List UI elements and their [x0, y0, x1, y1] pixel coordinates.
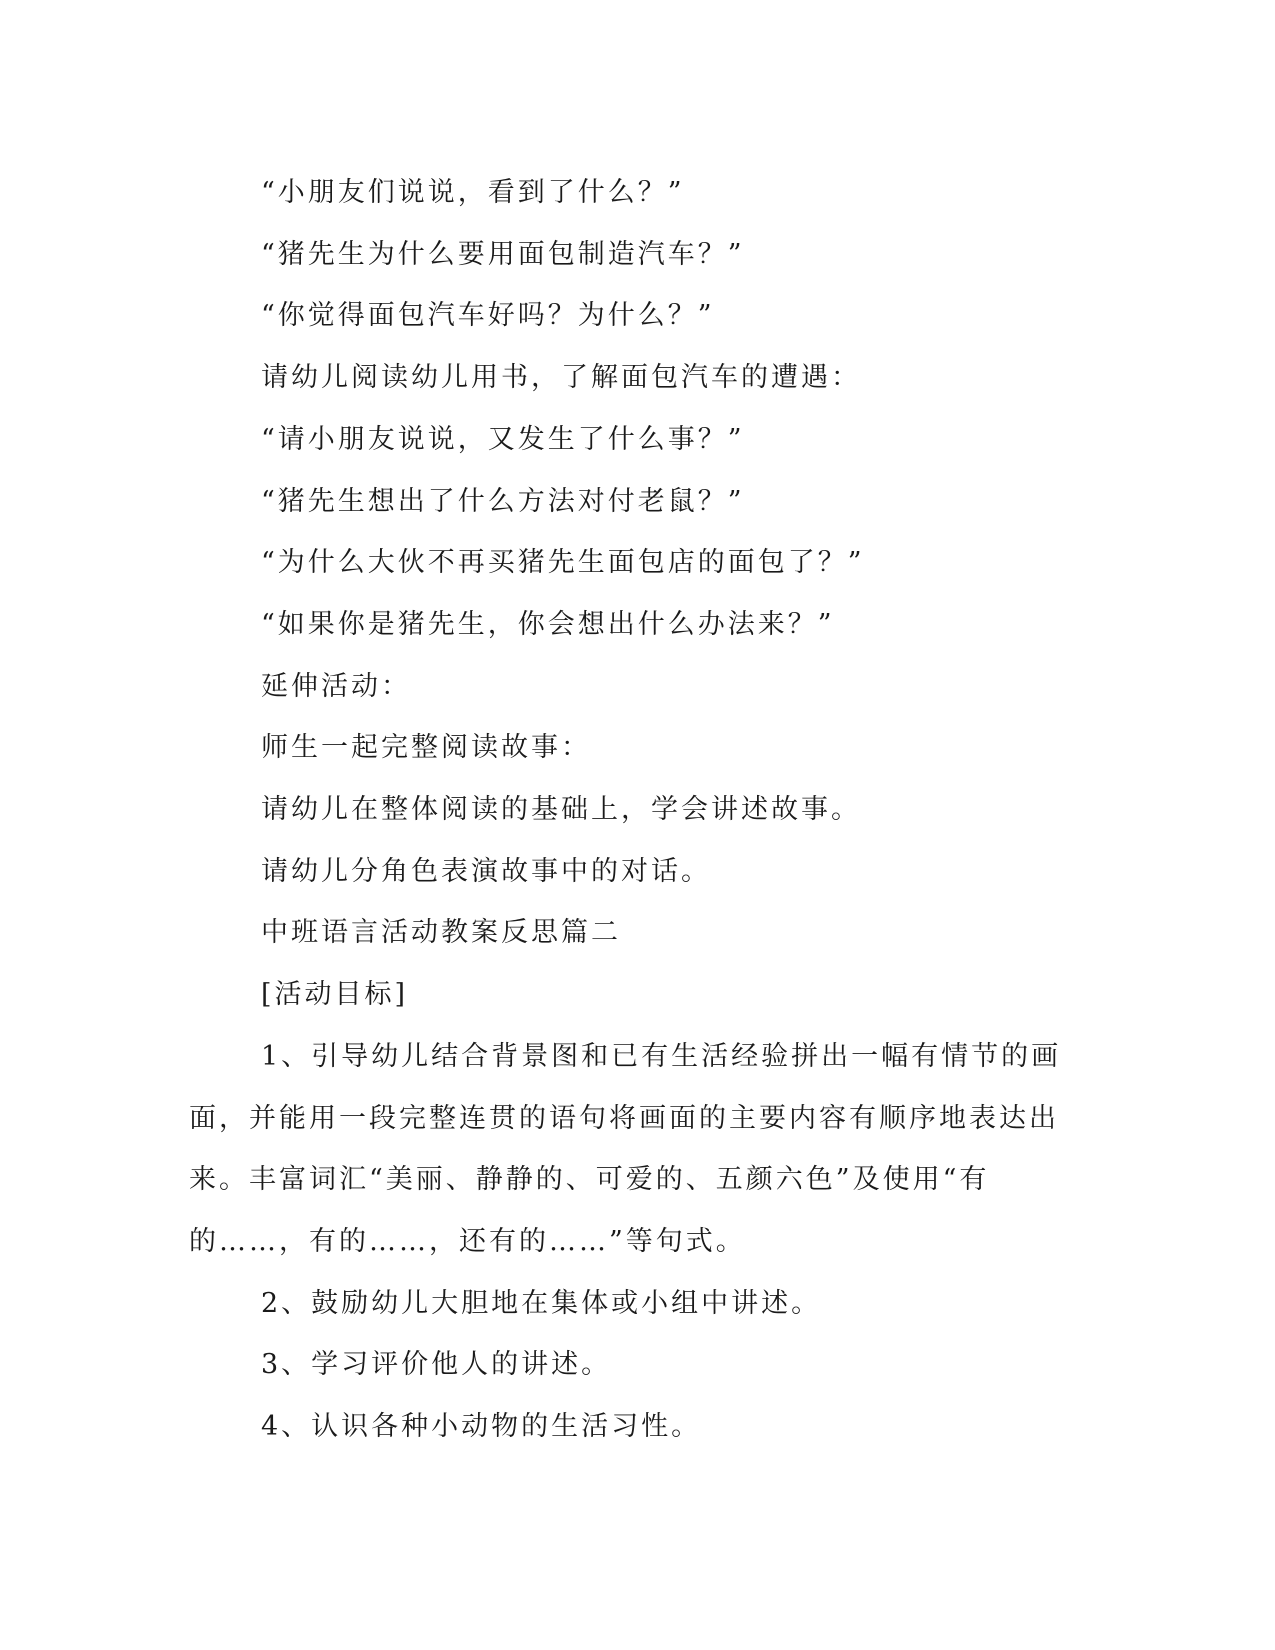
paragraph-extension-1: 师生一起完整阅读故事：: [261, 732, 591, 764]
paragraph-question-1: “小朋友们说说，看到了什么？”: [261, 177, 685, 208]
section-heading-goals: [活动目标]: [261, 979, 409, 1011]
section-title: 中班语言活动教案反思篇二: [261, 917, 621, 949]
paragraph-question-4: “请小朋友说说，又发生了什么事？”: [261, 423, 745, 455]
goal-item-1: 1、引导幼儿结合背景图和已有生活经验拼出一幅有情节的画面，并能用一段完整连贯的语句将画面的主要内容有顺序地表达出来。丰富词汇“美丽、静静的、可爱的、五颜六色”及使用“有的……，有的……，还有的……”等句式。: [189, 1040, 1062, 1257]
paragraph-question-2: “猪先生为什么要用面包制造汽车？”: [261, 238, 745, 270]
paragraph-question-3: “你觉得面包汽车好吗？为什么？”: [261, 300, 715, 332]
goal-item-4: 4、认识各种小动物的生活习性。: [261, 1411, 702, 1443]
paragraph-extension-3: 请幼儿分角色表演故事中的对话。: [261, 855, 711, 887]
paragraph-question-7: “如果你是猪先生，你会想出什么办法来？”: [261, 608, 835, 640]
paragraph-question-5: “猪先生想出了什么方法对付老鼠？”: [261, 485, 745, 517]
paragraph-reading-instruction: 请幼儿阅读幼儿用书，了解面包汽车的遭遇：: [261, 362, 861, 394]
paragraph-question-6: “为什么大伙不再买猪先生面包店的面包了？”: [261, 547, 865, 579]
goal-item-2: 2、鼓励幼儿大胆地在集体或小组中讲述。: [261, 1287, 822, 1319]
section-heading-extension: 延伸活动：: [261, 670, 411, 702]
paragraph-extension-2: 请幼儿在整体阅读的基础上，学会讲述故事。: [261, 794, 861, 826]
goal-item-3: 3、学习评价他人的讲述。: [261, 1349, 612, 1381]
document-body: [189, 162, 1069, 1458]
